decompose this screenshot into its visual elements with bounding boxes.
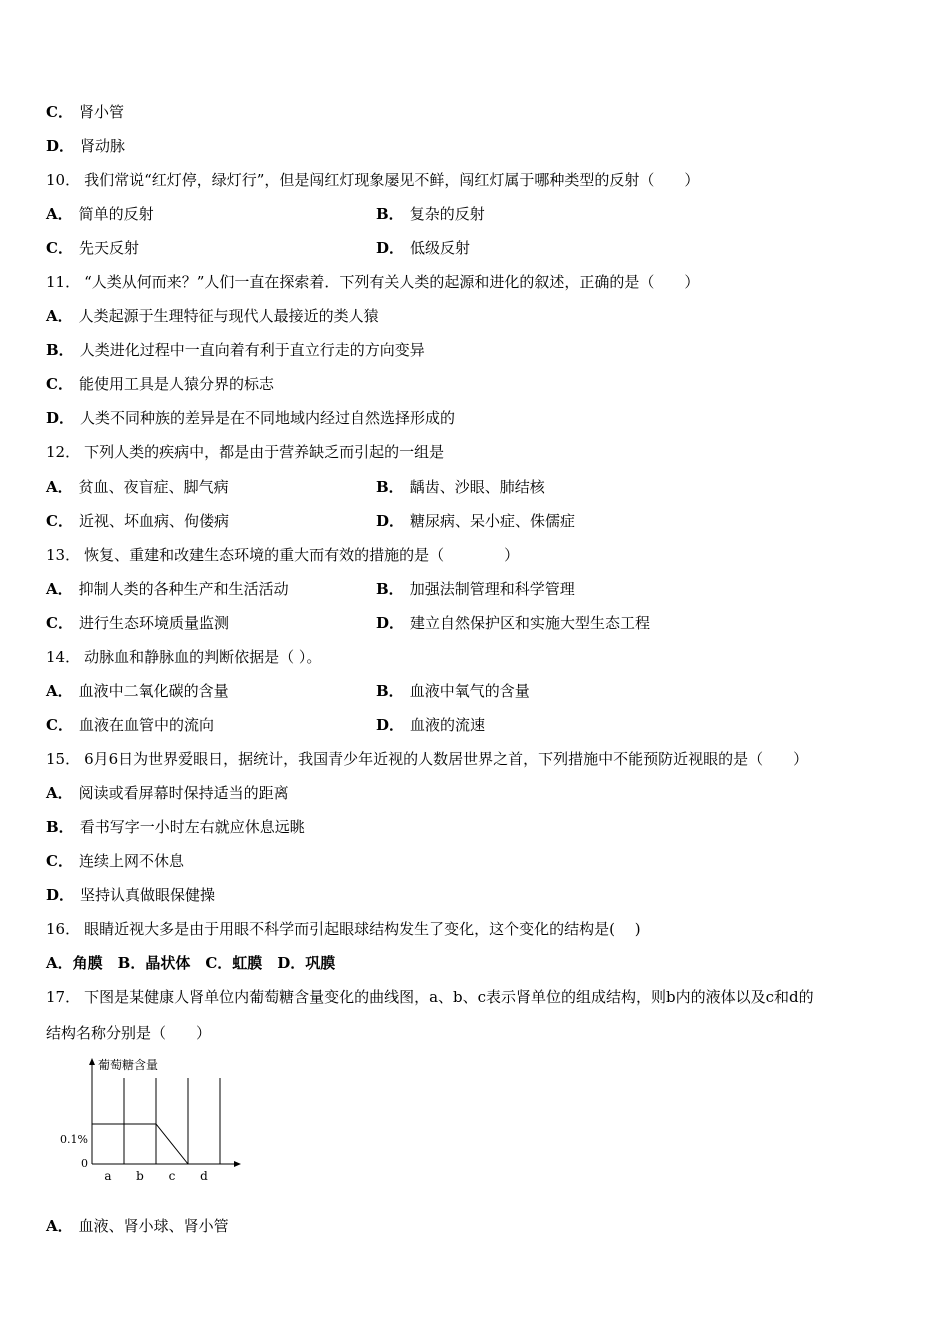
option-a: A． 简单的反射 bbox=[46, 205, 154, 223]
glucose-series-line bbox=[92, 1124, 188, 1164]
question-17: 17． 下图是某健康人肾单位内葡萄糖含量变化的曲线图，a、b、c表示肾单位的组成结构，则b内的液体以及c和d的 bbox=[46, 988, 814, 1006]
option-b: B． 血液中氧气的含量 bbox=[376, 682, 530, 700]
option-a: A． 贫血、夜盲症、脚气病 bbox=[46, 478, 229, 496]
option-c: C． 连续上网不休息 bbox=[46, 852, 184, 870]
option-d: D． 肾动脉 bbox=[46, 137, 126, 155]
option-b: B． 龋齿、沙眼、肺结核 bbox=[376, 478, 545, 496]
option-a: A． 血液中二氧化碳的含量 bbox=[46, 682, 229, 700]
question-17-continued: 结构名称分别是（ ） bbox=[46, 1024, 212, 1042]
x-tick-label: d bbox=[200, 1169, 208, 1183]
chart-axes bbox=[89, 1058, 241, 1167]
option-d: D． 人类不同种族的差异是在不同地域内经过自然选择形成的 bbox=[46, 409, 456, 427]
option-d: D． 坚持认真做眼保健操 bbox=[46, 886, 216, 904]
option-b: B． 看书写字一小时左右就应休息远眺 bbox=[46, 818, 305, 836]
y-tick-label: 0 bbox=[81, 1157, 88, 1170]
question-10: 10． 我们常说“红灯停，绿灯行”，但是闯红灯现象屡见不鲜，闯红灯属于哪种类型的反射（ ） bbox=[46, 171, 700, 189]
question-16: 16． 眼睛近视大多是由于用眼不科学而引起眼球结构发生了变化，这个变化的结构是( ) bbox=[46, 920, 641, 938]
option-c: C． 近视、坏血病、佝偻病 bbox=[46, 512, 229, 530]
option-a: A． 抑制人类的各种生产和生活活动 bbox=[46, 580, 289, 598]
question-11: 11． “人类从何而来？”人们一直在探索着．下列有关人类的起源和进化的叙述，正确的是（ ） bbox=[46, 273, 700, 291]
question-15: 15． 6月6日为世界爱眼日，据统计，我国青少年近视的人数居世界之首，下列措施中不能预防近视眼的是（ ） bbox=[46, 750, 809, 768]
x-tick-label: c bbox=[168, 1169, 176, 1183]
question-16-options: A．角膜 B．晶状体 C．虹膜 D．巩膜 bbox=[46, 954, 336, 972]
option-a: A． 血液、肾小球、肾小管 bbox=[46, 1217, 229, 1235]
chart-title: 葡萄糖含量 bbox=[98, 1058, 159, 1072]
option-a: A． 阅读或看屏幕时保持适当的距离 bbox=[46, 784, 289, 802]
option-c: C． 进行生态环境质量监测 bbox=[46, 614, 229, 632]
option-d: D． 建立自然保护区和实施大型生态工程 bbox=[376, 614, 651, 632]
option-c: C． 肾小管 bbox=[46, 103, 124, 121]
segment-dividers bbox=[124, 1078, 220, 1164]
option-c: C． 能使用工具是人猿分界的标志 bbox=[46, 375, 274, 393]
option-d: D． 低级反射 bbox=[376, 239, 471, 257]
option-b: B． 人类进化过程中一直向着有利于直立行走的方向变异 bbox=[46, 341, 425, 359]
question-14: 14． 动脉血和静脉血的判断依据是（ ）。 bbox=[46, 648, 322, 666]
question-12: 12． 下列人类的疾病中，都是由于营养缺乏而引起的一组是 bbox=[46, 443, 445, 461]
option-c: C． 血液在血管中的流向 bbox=[46, 716, 214, 734]
question-13: 13． 恢复、重建和改建生态环境的重大而有效的措施的是（ ） bbox=[46, 546, 520, 564]
y-tick-label: 0.1% bbox=[60, 1133, 88, 1146]
x-tick-label: a bbox=[104, 1169, 112, 1183]
option-d: D． 糖尿病、呆小症、侏儒症 bbox=[376, 512, 576, 530]
option-c: C． 先天反射 bbox=[46, 239, 139, 257]
x-tick-label: b bbox=[136, 1169, 144, 1183]
option-d: D． 血液的流速 bbox=[376, 716, 486, 734]
glucose-chart bbox=[50, 1052, 250, 1192]
option-b: B． 复杂的反射 bbox=[376, 205, 485, 223]
option-a: A． 人类起源于生理特征与现代人最接近的类人猿 bbox=[46, 307, 379, 325]
option-b: B． 加强法制管理和科学管理 bbox=[376, 580, 575, 598]
